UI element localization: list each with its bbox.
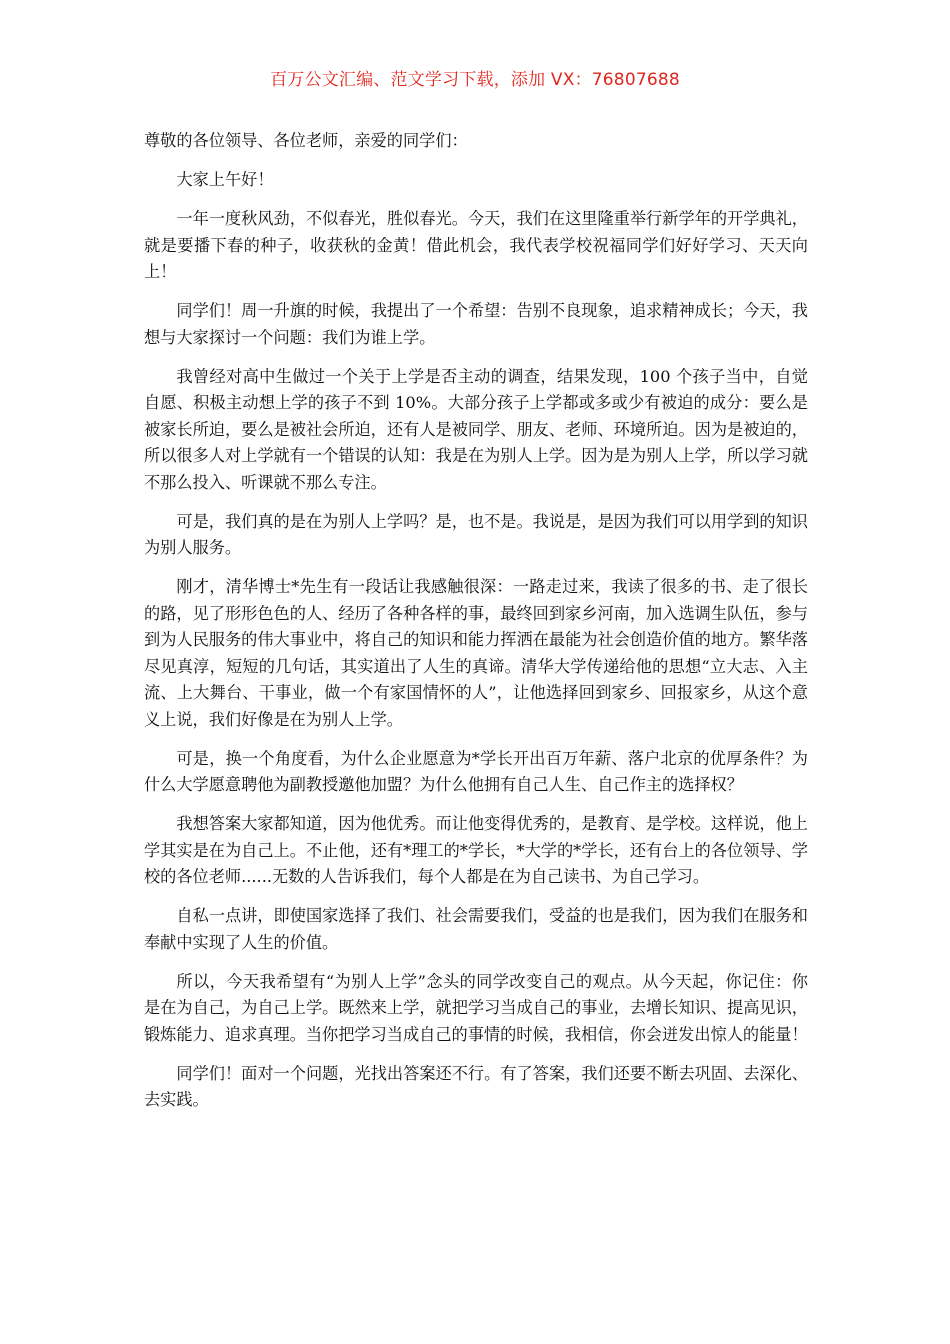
- paragraph-4: 可是，我们真的是在为别人上学吗？是，也不是。我说是，是因为我们可以用学到的知识为别人服务。: [144, 511, 808, 557]
- greeting: 大家上午好！: [176, 170, 274, 189]
- document-body: [144, 128, 808, 1126]
- salutation: 尊敬的各位领导、各位老师，亲爱的同学们：: [144, 131, 468, 150]
- paragraph-5: 刚才，清华博士*先生有一段话让我感触很深：一路走过来，我读了很多的书、走了很长的路，见了形形色色的人、经历了各种各样的事，最终回到家乡河南，加入选调生队伍，参与到为人民服务的伟大事业中，将自己的知识和能力挥洒在最能为社会创造价值的地方。繁华落尽见真淳，短短的几句话，其实道出了人生的真谛。清华大学传递给他的思想“立大志、入主流、上大舞台、干事业，做一个有家国情怀的人”，让他选择回到家乡、回报家乡，从这个意义上说，我们好像是在为别人上学。: [144, 577, 808, 729]
- paragraph-1: 一年一度秋风劲，不似春光，胜似春光。今天，我们在这里隆重举行新学年的开学典礼，就是要播下春的种子，收获秋的金黄！借此机会，我代表学校祝福同学们好好学习、天天向上！: [144, 209, 808, 281]
- paragraph-8: 自私一点讲，即使国家选择了我们、社会需要我们，受益的也是我们，因为我们在服务和奉献中实现了人生的价值。: [144, 906, 808, 952]
- paragraph-3: 我曾经对高中生做过一个关于上学是否主动的调查，结果发现，100 个孩子当中，自觉自愿、积极主动想上学的孩子不到 10%。大部分孩子上学都或多或少有被迫的成分：要么是被家长所迫，要么是被社会所迫，还有人是被同学、朋友、老师、环境所迫。因为是被迫的，所以很多人对上学就有一个错误的认知：我是在为别人上学。因为是为别人上学，所以学习就不那么投入、听课就不那么专注。: [144, 366, 808, 492]
- header-watermark: 百万公文汇编、范文学习下载，添加 VX：76807688: [270, 70, 680, 90]
- paragraph-10: 同学们！面对一个问题，光找出答案还不行。有了答案，我们还要不断去巩固、去深化、去实践。: [144, 1063, 808, 1109]
- paragraph-6: 可是，换一个角度看，为什么企业愿意为*学长开出百万年薪、落户北京的优厚条件？为什么大学愿意聘他为副教授邀他加盟？为什么他拥有自己人生、自己作主的选择权？: [144, 748, 808, 794]
- paragraph-2: 同学们！周一升旗的时候，我提出了一个希望：告别不良现象，追求精神成长；今天，我想与大家探讨一个问题：我们为谁上学。: [144, 301, 808, 347]
- paragraph-7: 我想答案大家都知道，因为他优秀。而让他变得优秀的，是教育、是学校。这样说，他上学其实是在为自己上。不止他，还有*理工的*学长，*大学的*学长，还有台上的各位领导、学校的各位老师......无数的人告诉我们，每个人都是在为自己读书、为自己学习。: [144, 814, 808, 886]
- paragraph-9: 所以，今天我希望有“为别人上学”念头的同学改变自己的观点。从今天起，你记住：你是在为自己，为自己上学。既然来上学，就把学习当成自己的事业，去增长知识、提高见识，锻炼能力、追求真理。当你把学习当成自己的事情的时候，我相信，你会迸发出惊人的能量！: [144, 971, 808, 1044]
